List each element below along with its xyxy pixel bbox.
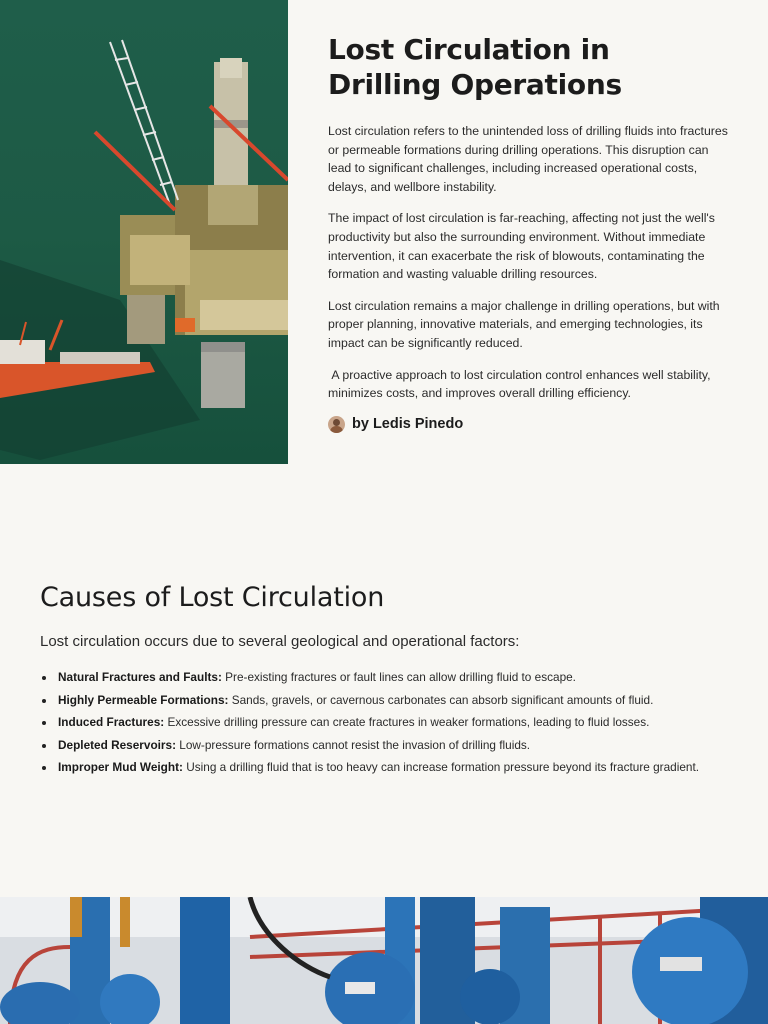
industrial-pumps-image [0,897,768,1024]
list-item [40,711,740,734]
list-item [40,666,740,689]
page-title: Lost Circulation in Drilling Operations [328,33,622,101]
author-name: by Ledis Pinedo [352,416,464,433]
causes-section [40,582,740,779]
intro-paragraph: The impact of lost circulation is far-reaching, affecting not just the well's productivity but also the surrounding environment. Without immediate intervention, it can exacerbate the risk of blowouts, contaminating the formation and wasting valuable drilling resources. [328,211,715,282]
causes-list [40,666,740,779]
section-lead: Lost circulation occurs due to several geological and operational factors: [40,633,520,650]
cause-text: Pre-existing fractures or fault lines can allow drilling fluid to escape. [221,670,576,684]
list-item [40,689,740,712]
intro-paragraph: Lost circulation remains a major challenge in drilling operations, but with proper planning, innovative materials, and emerging technologies, its impact can be significantly reduced. [328,298,720,350]
cause-text: Excessive drilling pressure can create fractures in weaker formations, leading to fluid losses. [164,715,650,729]
list-item [40,756,740,779]
cause-text: Sands, gravels, or cavernous carbonates can absorb significant amounts of fluid. [228,692,654,707]
intro-paragraph: Lost circulation refers to the unintended loss of drilling fluids into fractures or permeable formations during drilling operations. This disruption can lead to significant challenges, including increased operational costs, delays, and wellbore instability. [328,124,728,194]
cause-term: Natural Fractures and Faults: [58,670,222,684]
intro-section [328,32,728,433]
list-item [40,734,740,757]
cause-term: Depleted Reservoirs: [58,737,177,752]
section-heading: Causes of Lost Circulation [40,582,385,613]
cause-term: Highly Permeable Formations: [58,692,229,707]
cause-text: Using a drilling fluid that is too heavy can increase formation pressure beyond its fracture gradient. [182,760,700,774]
cause-text: Low-pressure formations cannot resist the invasion of drilling fluids. [176,737,531,752]
offshore-platform-image [0,0,288,464]
cause-term: Improper Mud Weight: [58,760,183,774]
author-byline [328,416,728,433]
cause-term: Induced Fractures: [58,715,165,729]
intro-paragraph: A proactive approach to lost circulation control enhances well stability, minimizes costs, and improves overall drilling efficiency. [328,367,714,401]
avatar [328,416,345,433]
